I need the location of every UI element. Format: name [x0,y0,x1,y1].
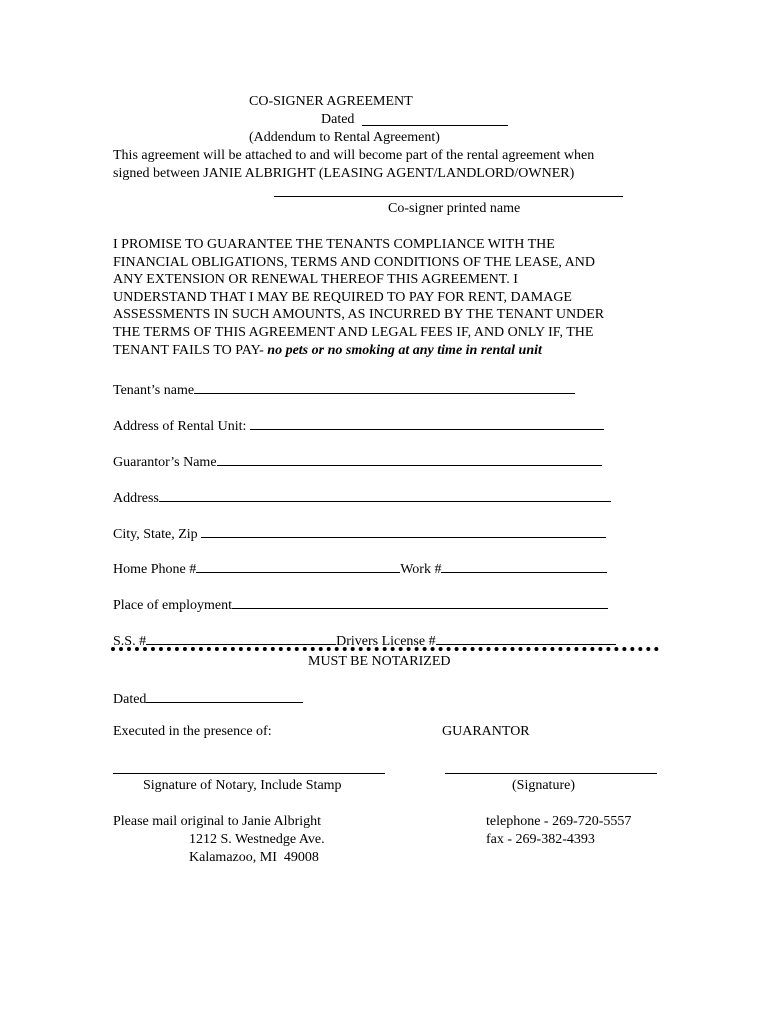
phone-row [113,558,607,576]
city-state-zip-blank[interactable] [201,523,606,538]
fax: fax - 269-382-4393 [486,832,595,847]
dated2-label: Dated [113,692,147,707]
guarantee-line: UNDERSTAND THAT I MAY BE REQUIRED TO PAY FOR RENT, DAMAGE [113,289,572,305]
dated-blank[interactable] [362,125,508,126]
guarantee-last-text: TENANT FAILS TO PAY- [113,342,264,358]
guarantee-line-last [113,342,653,360]
notary-signature-label: Signature of Notary, Include Stamp [143,778,342,793]
tenant-name-blank[interactable] [194,379,575,394]
rental-address-row [113,415,604,433]
mail-line-1: Please mail original to Janie Albright [113,814,322,829]
home-phone-blank[interactable] [196,558,400,573]
ss-blank[interactable] [146,630,336,645]
intro-line-1: This agreement will be attached to and will become part of the rental agreement when [113,148,595,163]
dated2-blank[interactable] [146,688,303,703]
guarantor-name-row [113,451,602,469]
mail-line-3: Kalamazoo, MI 49008 [189,850,319,865]
document-subtitle: (Addendum to Rental Agreement) [249,130,440,145]
employment-label: Place of employment [113,598,232,613]
home-phone-label: Home Phone # [113,562,197,577]
work-blank[interactable] [441,558,607,573]
dated-row [113,688,303,706]
drivers-license-label: Drivers License # [336,634,436,649]
employment-row [113,594,608,612]
guarantee-line: FINANCIAL OBLIGATIONS, TERMS AND CONDITIONS OF THE LEASE, AND [113,254,595,270]
executed-label: Executed in the presence of: [113,724,272,739]
guarantor-name-label: Guarantor’s Name [113,455,217,470]
guarantee-line: I PROMISE TO GUARANTEE THE TENANTS COMPLIANCE WITH THE [113,237,555,252]
guarantor-heading: GUARANTOR [442,724,530,739]
intro-line-2: signed between JANIE ALBRIGHT (LEASING AGENT/LANDLORD/OWNER) [113,166,575,181]
telephone: telephone - 269-720-5557 [486,814,632,829]
address-label: Address [113,491,159,506]
ss-label: S.S. # [113,634,147,649]
mail-line-2: 1212 S. Westnedge Ave. [189,832,325,847]
cosigner-name-blank[interactable] [274,196,623,197]
work-label: Work # [400,562,442,577]
employment-blank[interactable] [232,594,608,609]
guarantor-name-blank[interactable] [217,451,602,466]
rental-address-blank[interactable] [250,415,604,430]
drivers-license-blank[interactable] [436,630,616,645]
notarized-notice: MUST BE NOTARIZED [308,654,451,669]
guarantee-paragraph [113,236,653,359]
guarantee-line: ASSESSMENTS IN SUCH AMOUNTS, AS INCURRED BY THE TENANT UNDER [113,307,605,323]
guarantor-signature-line[interactable] [445,773,657,774]
guarantee-line: ANY EXTENSION OR RENEWAL THEREOF THIS AGREEMENT. I [113,272,518,288]
address-row [113,487,611,505]
rental-address-label: Address of Rental Unit: [113,419,247,434]
cosigner-label: Co-signer printed name [388,201,521,216]
tenant-name-row [113,379,575,397]
pets-smoking-emphasis: no pets or no smoking at any time in rental unit [263,342,542,358]
city-state-zip-row [113,523,606,541]
notary-signature-line[interactable] [113,773,385,774]
tenant-name-label: Tenant’s name [113,383,195,398]
guarantee-line: THE TERMS OF THIS AGREEMENT AND LEGAL FEES IF, AND ONLY IF, THE [113,324,594,340]
document-title: CO-SIGNER AGREEMENT [249,94,413,109]
dated-label: Dated [321,112,355,127]
city-state-zip-label: City, State, Zip [113,527,198,542]
address-blank[interactable] [159,487,611,502]
dotted-divider [111,647,659,651]
ss-row [113,630,616,648]
signature-label: (Signature) [512,778,575,793]
